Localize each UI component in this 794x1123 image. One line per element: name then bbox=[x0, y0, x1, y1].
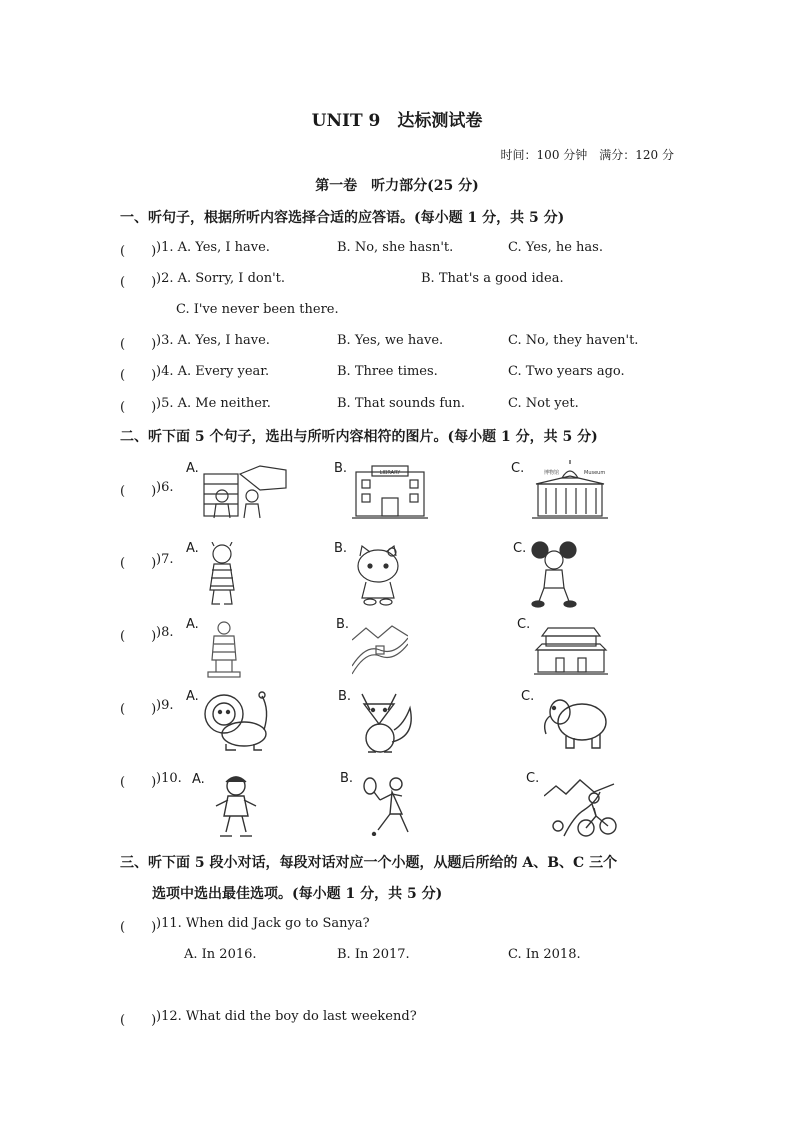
answer-paren[interactable]: ( ) bbox=[120, 400, 157, 415]
q7-letter-c: C. bbox=[513, 541, 527, 556]
tennis-player-picture[interactable] bbox=[362, 774, 416, 836]
part-title: 第一卷 听力部分(25 分) bbox=[315, 178, 479, 194]
q4-option-c: C. Two years ago. bbox=[508, 364, 625, 379]
q9-letter-c: C. bbox=[521, 689, 535, 704]
q6-letter-b: B. bbox=[334, 461, 348, 476]
q11-option-b: B. In 2017. bbox=[337, 947, 410, 962]
question-12: )12. What did the boy do last weekend? bbox=[156, 1009, 417, 1024]
library-sign-text: LIBRARY bbox=[379, 470, 401, 476]
q10-letter-c: C. bbox=[526, 771, 540, 786]
q6-letter-a: A. bbox=[186, 461, 199, 476]
mickey-mouse-picture[interactable] bbox=[530, 540, 578, 608]
answer-paren[interactable]: ( ) bbox=[120, 275, 157, 290]
answer-paren[interactable]: ( ) bbox=[120, 484, 157, 499]
question-2: )2. A. Sorry, I don't. bbox=[156, 271, 286, 286]
answer-paren[interactable]: ( ) bbox=[120, 775, 157, 790]
answer-paren[interactable]: ( ) bbox=[120, 629, 157, 644]
page-title: UNIT 9 达标测试卷 bbox=[311, 111, 483, 131]
q7-letter-a: A. bbox=[186, 541, 199, 556]
q11-option-c: C. In 2018. bbox=[508, 947, 581, 962]
q8-letter-b: B. bbox=[336, 617, 350, 632]
section-1-heading: 一、听句子，根据所听内容选择合适的应答语。(每小题 1 分，共 5 分) bbox=[120, 210, 565, 226]
answer-paren[interactable]: ( ) bbox=[120, 368, 157, 383]
question-4: )4. A. Every year. bbox=[156, 364, 270, 379]
lion-picture[interactable] bbox=[202, 690, 272, 752]
hello-kitty-picture[interactable] bbox=[352, 544, 404, 606]
elephant-picture[interactable] bbox=[540, 692, 610, 752]
answer-paren[interactable]: ( ) bbox=[120, 244, 157, 259]
cyclist-picture[interactable] bbox=[544, 776, 618, 838]
q8-letter-a: A. bbox=[186, 617, 199, 632]
museum-en-text: Museum bbox=[584, 470, 606, 476]
tiananmen-picture[interactable] bbox=[534, 624, 608, 676]
q2-option-b: B. That's a good idea. bbox=[421, 271, 564, 286]
terracotta-warrior-picture[interactable] bbox=[204, 620, 244, 678]
question-10: )10. bbox=[156, 771, 182, 786]
tiger-toy-picture[interactable] bbox=[200, 542, 246, 608]
answer-paren[interactable]: ( ) bbox=[120, 556, 157, 571]
museum-cn-text: 博物馆 bbox=[544, 470, 560, 476]
question-9: )9. bbox=[156, 698, 174, 713]
q3-option-b: B. Yes, we have. bbox=[337, 333, 444, 348]
q6-letter-c: C. bbox=[511, 461, 525, 476]
q2-option-c: C. I've never been there. bbox=[176, 302, 339, 317]
q10-letter-b: B. bbox=[340, 771, 354, 786]
q3-option-c: C. No, they haven't. bbox=[508, 333, 639, 348]
section-3-heading-line2: 选项中选出最佳选项。(每小题 1 分，共 5 分) bbox=[152, 886, 443, 902]
fox-picture[interactable] bbox=[356, 690, 418, 756]
section-3-heading-line1: 三、听下面 5 段小对话，每段对话对应一个小题，从题后所给的 A、B、C 三个 bbox=[120, 855, 618, 871]
question-8: )8. bbox=[156, 625, 174, 640]
children-at-sign-picture[interactable] bbox=[200, 460, 290, 522]
question-6: )6. bbox=[156, 480, 174, 495]
q5-option-b: B. That sounds fun. bbox=[337, 396, 466, 411]
q9-letter-b: B. bbox=[338, 689, 352, 704]
q7-letter-b: B. bbox=[334, 541, 348, 556]
q5-option-c: C. Not yet. bbox=[508, 396, 579, 411]
question-5: )5. A. Me neither. bbox=[156, 396, 271, 411]
q8-letter-c: C. bbox=[517, 617, 531, 632]
question-7: )7. bbox=[156, 552, 174, 567]
answer-paren[interactable]: ( ) bbox=[120, 1013, 157, 1028]
section-2-heading: 二、听下面 5 个句子，选出与所听内容相符的图片。(每小题 1 分，共 5 分) bbox=[120, 429, 598, 445]
answer-paren[interactable]: ( ) bbox=[120, 702, 157, 717]
question-1: )1. A. Yes, I have. bbox=[156, 240, 270, 255]
question-3: )3. A. Yes, I have. bbox=[156, 333, 270, 348]
question-11: )11. When did Jack go to Sanya? bbox=[156, 916, 370, 931]
q1-option-c: C. Yes, he has. bbox=[508, 240, 603, 255]
exam-meta: 时间：100 分钟 满分：120 分 bbox=[500, 148, 674, 162]
answer-paren[interactable]: ( ) bbox=[120, 337, 157, 352]
q10-letter-a: A. bbox=[192, 772, 205, 787]
skating-girl-picture[interactable] bbox=[210, 774, 262, 840]
q11-option-a: A. In 2016. bbox=[184, 947, 257, 962]
great-wall-picture[interactable] bbox=[352, 620, 408, 676]
museum-picture[interactable] bbox=[532, 460, 608, 520]
q1-option-b: B. No, she hasn't. bbox=[337, 240, 454, 255]
q9-letter-a: A. bbox=[186, 689, 199, 704]
answer-paren[interactable]: ( ) bbox=[120, 920, 157, 935]
q4-option-b: B. Three times. bbox=[337, 364, 438, 379]
library-picture[interactable] bbox=[352, 462, 428, 520]
